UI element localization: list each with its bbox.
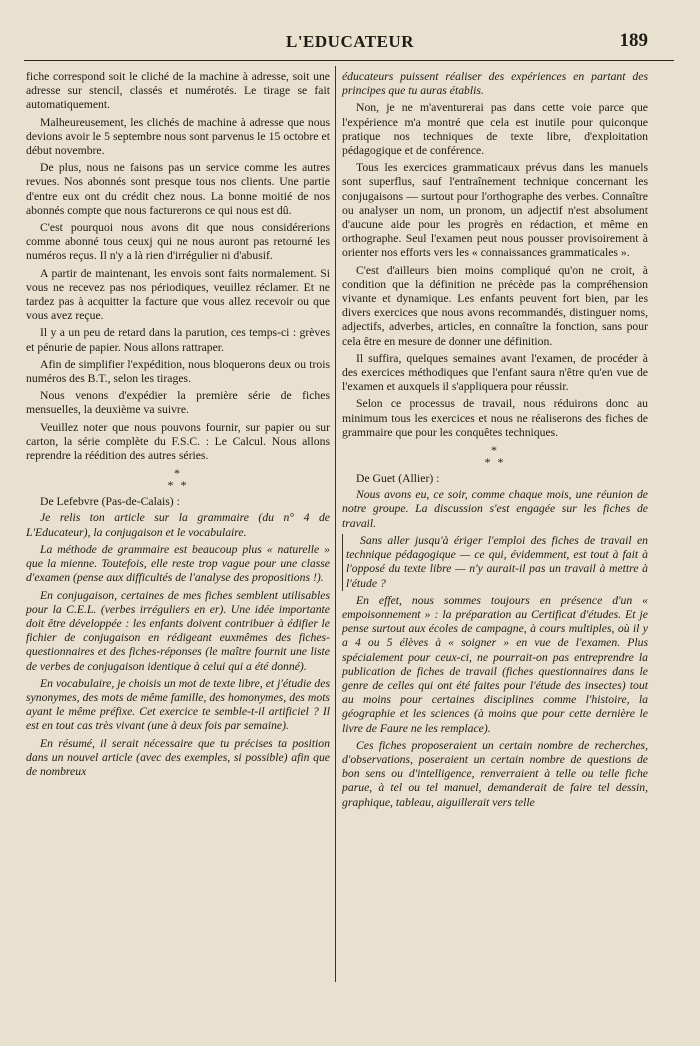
paragraph: Non, je ne m'aventurerai pas dans cette voie parce que l'expérience m'a montré que cela est inutile pour quiconque pratique nos techniques de texte libre, d'exploitation pédagogique et de conférence. (342, 101, 648, 158)
paragraph: De plus, nous ne faisons pas un service comme les autres revues. Nos abonnés sont presque tous nos clients. Une partie d'entre eux ont du crédit chez nous. La bonne moitié de nos abonnés compte que nous facturerons ce qui nous est dû. (26, 161, 330, 217)
quoted-paragraph: Nous avons eu, ce soir, comme chaque mois, une réunion de notre groupe. La discussion s'est engagée sur les fiches de travail. (342, 488, 648, 530)
paragraph: A partir de maintenant, les envois sont faits normalement. Si vous ne recevez pas nos périodiques, veuillez réclamer. Et ne tardez pas à acquitter la facture que vous allez recevoir ou que vous avez reçue. (26, 266, 330, 323)
paragraph: C'est pourquoi nous avons dit que nous considérerions comme abonné tous ceuxj qui ne nous auront pas retourné les numéros reçus. Il n'y a là rien d'irrégulier ni d'abusif. (26, 221, 330, 263)
quoted-paragraph: En résumé, il serait nécessaire que tu précises ta position dans un nouvel article (avec des exemples, si possible) afin que de nombreux (26, 736, 330, 778)
paragraph: Afin de simplifier l'expédition, nous bloquerons deux ou trois numéros des B.T., selon les tirages. (26, 357, 330, 386)
paragraph: Veuillez noter que nous pouvons fournir, sur papier ou sur carton, la série complète du F.S.C. : Le Calcul. Nous allons reprendre la réédition des autres séries. (26, 420, 330, 463)
column-divider (335, 66, 336, 982)
quoted-paragraph: La méthode de grammaire est beaucoup plus « naturelle » que la mienne. Toutefois, elle reste trop vague pour une classe d'examen (pense aux difficultés de l'analyse des propositions !). (26, 542, 330, 585)
quoted-paragraph: En conjugaison, certaines de mes fiches semblent utilisables pour la C.E.L. (verbes irréguliers en er). Une idée importante doit être développée : les enfants doivent contribuer à édifier le fichier de conjugaison en rédigeant euxmêmes des fiches-questionnaires et des fiches-réponses (le maître fournit une liste de verbes de conjugaison identique à celui qui a été donné). (26, 588, 330, 673)
paragraph: C'est d'ailleurs bien moins compliqué qu'on ne croit, à condition que la définition ne précède pas la compréhension vivante et dynamique. Les enfants peuvent fort bien, par les divers exercices que nous avons recommandés, distinguer noms, adjectifs, adverbes, articles, en connaître la fonction, sans pour cela être en mesure de donner une définition. (342, 263, 648, 348)
paragraph: Il y a un peu de retard dans la parution, ces temps-ci : grèves et pénurie de papier. Nous allons rattraper. (26, 326, 330, 354)
quoted-paragraph: En vocabulaire, je choisis un mot de texte libre, et j'étudie des synonymes, des mots de même famille, des homonymes, des mots ayant le même préfixe. Cet exercice te semble-t-il artificiel ? Il est en tout cas très vivant (une à deux fois par semaine). (26, 676, 330, 733)
paragraph: Malheureusement, les clichés de machine à adresse que nous devions avoir le 5 septembre nous sont parvenus le 15 octobre et début novembre. (26, 115, 330, 158)
paragraph: Il suffira, quelques semaines avant l'examen, de procéder à des exercices méthodiques que l'enfant saura n'être qu'en vue de l'examen et auxquels il s'appliquera pour réussir. (342, 351, 648, 394)
paragraph: Nous venons d'expédier la première série de fiches mensuelles, la deuxième va suivre. (26, 389, 330, 417)
right-column (342, 70, 648, 813)
paragraph: Selon ce processus de travail, nous réduirons donc au minimum tous les exercices et nous ne réaliserons des fiches de grammaire que pour les conquêtes techniques. (342, 397, 648, 439)
paragraph: fiche correspond soit le cliché de la machine à adresse, soit une adresse sur stencil, classés et numérotés. Le tirage se fait automatiquement. (26, 70, 330, 112)
quoted-paragraph: éducateurs puissent réaliser des expériences en partant des principes que tu auras établis. (342, 70, 648, 98)
header-rule (24, 60, 674, 61)
journal-title: L'EDUCATEUR (286, 32, 414, 51)
quoted-paragraph: En effet, nous sommes toujours en présence d'un « empoisonnement » : la préparation au Certificat d'études. Et je pense surtout aux écoles de campagne, à cours multiples, où il y a 4 ou 5 élèves à « soigner » en vue de l'examen. Plus spécialement pour ceux-ci, ne pourrait-on pas entreprendre la publication de fiches de travail (fiches questionnaires dans le genre de celles qui ont été faites pour l'étude des insectes) tout au moins pour certaines disciplines comme l'histoire, la géographie et les sciences (à moins que pour cette dernière le livre de Faure ne les remplace). (342, 593, 648, 735)
letter-source: De Lefebvre (Pas-de-Calais) : (40, 495, 180, 509)
section-separator: * * * (167, 466, 189, 493)
quoted-paragraph: Ces fiches proposeraient un certain nombre de recherches, d'observations, poseraient un certain nombre de questions de bon sens ou d'intelligence, renverraient à telle ou telle fiche parue, à tel ou tel manuel, demanderait de faire tel dessin, graphique, tableau, aiguillerait vers telle (342, 738, 648, 809)
page-number: 189 (619, 30, 648, 51)
paragraph: Tous les exercices grammaticaux prévus dans les manuels sont superflus, sauf l'entraînement technique concernant les conjugaisons — surtout pour l'orthographe des verbes. Connaître ou analyser un nom, un pronom, un adjectif n'est absolument d'aucune aide pour les progrès en rédaction, et même en orthographe. Seul l'examen peut nous pousser provisoirement à orienter nos efforts vers les « connaissances grammaticales ». (342, 161, 648, 260)
page-header (0, 28, 700, 58)
letter-source: De Guet (Allier) : (356, 472, 440, 486)
left-column (26, 70, 330, 782)
quoted-paragraph: Sans aller jusqu'à ériger l'emploi des fiches de travail en technique pédagogique — ce qui, évidemment, est tout à fait à l'opposé du texte libre — n'y aurait-il pas un travail à mettre à l'étude ? (342, 534, 648, 591)
section-separator: * * * (484, 443, 506, 470)
quoted-paragraph: Je relis ton article sur la grammaire (du n° 4 de L'Educateur), la conjugaison et le vocabulaire. (26, 511, 330, 539)
